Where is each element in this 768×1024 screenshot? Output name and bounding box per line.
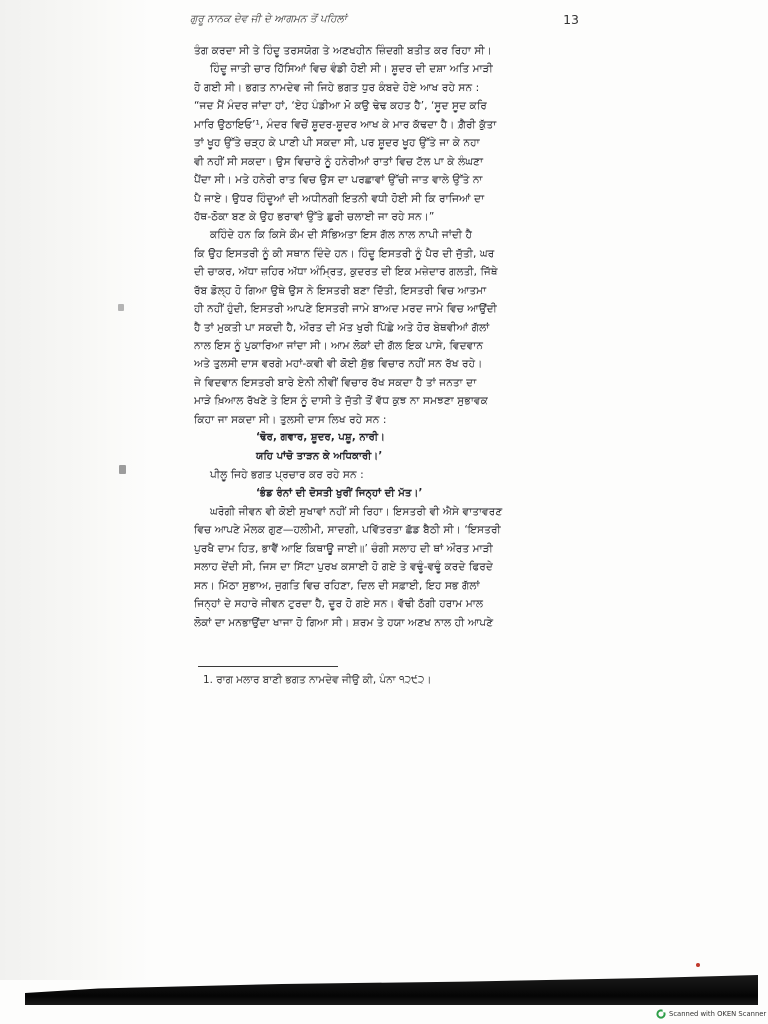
text-line: ਮਾਰਿ ਉਠਾਇਓ’¹, ਮੰਦਰ ਵਿਚੋਂ ਸ਼ੂਦਰ-ਸ਼ੂਦਰ ਆਖ ਕੇ ਮਾਰ ਕੱਢਦਾ ਹੈ। ਗ਼ੈਰੀ ਕੁੱਤਾ [194,118,497,131]
text-line: ਪੀਲੂ ਜਿਹੇ ਭਗਤ ਪ੍ਰਚਾਰ ਕਰ ਰਹੇ ਸਨ : [210,469,364,482]
body-text [194,42,578,632]
text-line: ਜੇ ਵਿਦਵਾਨ ਇਸਤਰੀ ਬਾਰੇ ਏਨੀ ਨੀਵੀਂ ਵਿਚਾਰ ਰੱਖ ਸਕਦਾ ਹੈ ਤਾਂ ਜਨਤਾ ਦਾ [194,376,477,389]
text-line: ਅਤੇ ਤੁਲਸੀ ਦਾਸ ਵਰਗੇ ਮਹਾਂ-ਕਵੀ ਵੀ ਕੋਈ ਸ਼ੁੱਭ ਵਿਚਾਰ ਨਹੀਂ ਸਨ ਰੱਖ ਰਹੇ। [194,358,483,371]
page-shadow [0,0,150,980]
scanner-watermark [656,1007,766,1021]
page-number: 13 [563,12,579,27]
text-line: ਸਨ। ਮਿੱਠਾ ਸੁਭਾਅ, ਜੁਗਤਿ ਵਿਚ ਰਹਿਣਾ, ਦਿਲ ਦੀ ਸਫ਼ਾਈ, ਇਹ ਸਭ ਗੱਲਾਂ [194,579,480,592]
text-line: ਜਿਨ੍ਹਾਂ ਦੇ ਸਹਾਰੇ ਜੀਵਨ ਟੁਰਦਾ ਹੈ, ਦੂਰ ਹੋ ਗਏ ਸਨ। ਵੱਢੀ ਠੱਗੀ ਹਰਾਮ ਮਾਲ [194,598,484,611]
text-line: ਰੱਬ ਡੋਲ੍ਹ ਹੋ ਗਿਆ ਉਥੇ ਉਸ ਨੇ ਇਸਤਰੀ ਬਣਾ ਦਿੱਤੀ, ਇਸਤਰੀ ਵਿਚ ਆਤਮਾ [194,284,487,297]
text-line: ਪੈਂਦਾ ਸੀ। ਮਤੇ ਹਨੇਰੀ ਰਾਤ ਵਿਚ ਉਸ ਦਾ ਪਰਛਾਵਾਂ ਉੱਚੀ ਜਾਤ ਵਾਲੇ ਉੱਤੇ ਨਾ [194,174,483,187]
text-line: ਕਿਹਾ ਜਾ ਸਕਦਾ ਸੀ। ਤੁਲਸੀ ਦਾਸ ਲਿਖ ਰਹੇ ਸਨ : [194,413,387,426]
text-line: ਕਿ ਉਹ ਇਸਤਰੀ ਨੂੰ ਕੀ ਸਥਾਨ ਦਿੰਦੇ ਹਨ। ਹਿੰਦੂ ਇਸਤਰੀ ਨੂੰ ਪੈਰ ਦੀ ਜੁੱਤੀ, ਘਰ [194,247,495,260]
text-line: ਨਾਲ ਇਸ ਨੂੰ ਪੁਕਾਰਿਆ ਜਾਂਦਾ ਸੀ। ਆਮ ਲੋਕਾਂ ਦੀ ਗੱਲ ਇਕ ਪਾਸੇ, ਵਿਦਵਾਨ [194,340,484,352]
oken-logo-icon [656,1009,666,1019]
text-line: ਹੱਥ-ਠੋਕਾ ਬਣ ਕੇ ਉਹ ਭਰਾਵਾਂ ਉੱਤੇ ਛੁਰੀ ਚਲਾਈ ਜਾ ਰਹੇ ਸਨ।” [194,210,435,223]
text-line: ਪੈ ਜਾਏ। ਉਧਰ ਹਿੰਦੂਆਂ ਦੀ ਅਧੀਨਗੀ ਇਤਨੀ ਵਧੀ ਹੋਈ ਸੀ ਕਿ ਰਾਜਿਆਂ ਦਾ [194,192,485,205]
verse-line: ‘ਢੋਰ, ਗਵਾਰ, ਸ਼ੂਦਰ, ਪਸ਼ੂ, ਨਾਰੀ। [256,432,386,444]
scanner-label: Scanned with OKEN Scanner [669,1010,767,1018]
text-line: ਹੋ ਗਈ ਸੀ। ਭਗਤ ਨਾਮਦੇਵ ਜੀ ਜਿਹੇ ਭਗਤ ਧੁਰ ਕੰਬਦੇ ਹੋਏ ਆਖ ਰਹੇ ਸਨ : [194,81,480,94]
footnote: 1. ਰਾਗ ਮਲਾਰ ਬਾਣੀ ਭਗਤ ਨਾਮਦੇਵ ਜੀਉ ਕੀ, ਪੰਨਾ ੧੨੯੨। [203,674,432,686]
text-line: ਹੈ ਤਾਂ ਮੁਕਤੀ ਪਾ ਸਕਦੀ ਹੈ, ਔਰਤ ਦੀ ਮੱਤ ਖੁਰੀ ਪਿੱਛੇ ਅਤੇ ਹੋਰ ਬੇਥਵੀਆਂ ਗੱਲਾਂ [194,321,490,334]
text-line: ਲੋਕਾਂ ਦਾ ਮਨਭਾਉਂਦਾ ਖਾਜਾ ਹੋ ਗਿਆ ਸੀ। ਸ਼ਰਮ ਤੇ ਹਯਾ ਅਣਖ ਨਾਲ ਹੀ ਆਪਣੇ [194,616,494,629]
text-line: ਹਿੰਦੂ ਜਾਤੀ ਚਾਰ ਹਿੱਸਿਆਂ ਵਿਚ ਵੰਡੀ ਹੋਈ ਸੀ। ਸ਼ੂਦਰ ਦੀ ਦਸ਼ਾ ਅਤਿ ਮਾੜੀ [210,63,493,76]
text-line: ਘਰੋਗੀ ਜੀਵਨ ਵੀ ਕੋਈ ਸੁਖਾਵਾਂ ਨਹੀਂ ਸੀ ਰਿਹਾ। ਇਸਤਰੀ ਵੀ ਐਸੇ ਵਾਤਾਵਰਣ [210,505,503,518]
text-line: ਕਹਿੰਦੇ ਹਨ ਕਿ ਕਿਸੇ ਕੌਮ ਦੀ ਸੱਭਿਅਤਾ ਇਸ ਗੱਲ ਨਾਲ ਨਾਪੀ ਜਾਂਦੀ ਹੈ [210,229,473,242]
footnote-rule [198,666,338,667]
running-title: ਗੁਰੂ ਨਾਨਕ ਦੇਵ ਜੀ ਦੇ ਆਗਮਨ ਤੋਂ ਪਹਿਲਾਂ [190,13,347,25]
text-line: ਸਲਾਹ ਦੇਂਦੀ ਸੀ, ਜਿਸ ਦਾ ਸਿੱਟਾ ਪੁਰਖ ਕਸਾਈ ਹੋ ਗਏ ਤੇ ਵਢੂੰ-ਵਢੂੰ ਕਰਦੇ ਫਿਰਦੇ [194,561,493,574]
text-line: ਦੀ ਚਾਕਰ, ਅੱਧਾ ਜ਼ਹਿਰ ਅੱਧਾ ਅੰਮ੍ਰਿਤ, ਕੁਦਰਤ ਦੀ ਇਕ ਮਜ਼ੇਦਾਰ ਗਲਤੀ, ਜਿੱਥੇ [194,266,498,279]
scan-speck [119,465,126,474]
text-line: “ਜਦ ਮੈਂ ਮੰਦਰ ਜਾਂਦਾ ਹਾਂ, ‘ਏਹ ਪੰਡੀਆ ਮੋ ਕਉ ਢੇਢ ਕਹਤ ਹੈ’, ‘ਸੂਦ ਸੂਦ ਕਰਿ [194,100,487,113]
text-line: ਵਿਚ ਆਪਣੇ ਮੌਲਕ ਗੁਣ—ਹਲੀਮੀ, ਸਾਦਗੀ, ਪਵਿੱਤਰਤਾ ਛੱਡ ਬੈਠੀ ਸੀ। ‘ਇਸਤਰੀ [194,524,501,537]
verse-line: ਯਹਿ ਪਾਂਚੋ ਤਾੜਨ ਕੇ ਅਧਿਕਾਰੀ।’ [256,450,383,462]
text-line: ਵੀ ਨਹੀਂ ਸੀ ਸਕਦਾ। ਉਸ ਵਿਚਾਰੇ ਨੂੰ ਹਨੇਰੀਆਂ ਰਾਤਾਂ ਵਿਚ ਟੱਲ ਪਾ ਕੇ ਲੰਘਣਾ [194,155,484,168]
scan-speck [118,304,124,311]
text-line: ਪੁਰਖੈ ਦਾਮ ਹਿਤ, ਭਾਵੈਂ ਆਇ ਕਿਥਾਊ ਜਾਈ॥’ ਚੰਗੀ ਸਲਾਹ ਦੀ ਥਾਂ ਔਰਤ ਮਾੜੀ [194,542,493,555]
scan-speck [696,963,700,967]
text-line: ਹੀ ਨਹੀਂ ਹੁੰਦੀ, ਇਸਤਰੀ ਆਪਣੇ ਇਸਤਰੀ ਜਾਮੇ ਬਾਅਦ ਮਰਦ ਜਾਮੇ ਵਿਚ ਆਉਂਦੀ [194,303,497,316]
text-line: ਤਾਂ ਖੂਹ ਉੱਤੇ ਚੜ੍ਹ ਕੇ ਪਾਣੀ ਪੀ ਸਕਦਾ ਸੀ, ਪਰ ਸ਼ੂਦਰ ਖੂਹ ਉੱਤੇ ਜਾ ਕੇ ਨਹਾ [194,137,480,150]
verse-line: ‘ਭੰਡ ਰੰਨਾਂ ਦੀ ਦੋਸਤੀ ਖੁਰੀਂ ਜਿਨ੍ਹਾਂ ਦੀ ਮੱਤ।’ [256,487,423,499]
text-line: ਮਾੜੇ ਖ਼ਿਆਲ ਰੱਖਣੇ ਤੇ ਇਸ ਨੂੰ ਦਾਸੀ ਤੇ ਜੁੱਤੀ ਤੋਂ ਵੱਧ ਕੁਝ ਨਾ ਸਮਝਣਾ ਸੁਭਾਵਕ [194,395,488,408]
text-line: ਤੰਗ ਕਰਦਾ ਸੀ ਤੇ ਹਿੰਦੂ ਤਰਸਯੋਗ ਤੇ ਅਣਖਹੀਨ ਜ਼ਿੰਦਗੀ ਬਤੀਤ ਕਰ ਰਿਹਾ ਸੀ। [194,45,492,57]
